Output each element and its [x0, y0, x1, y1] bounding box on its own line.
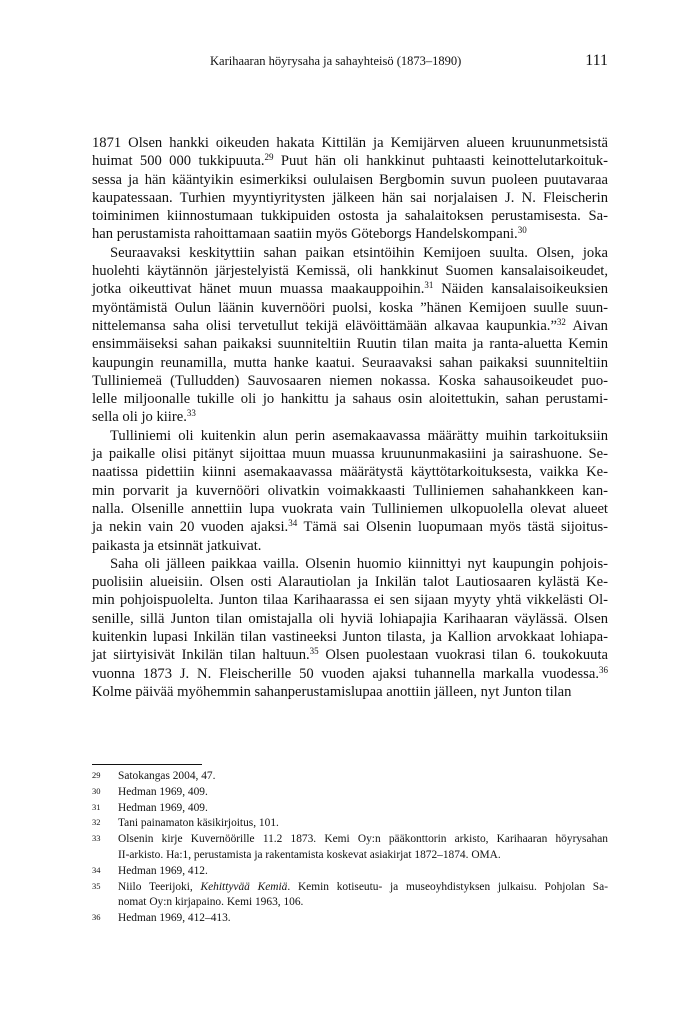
text-line: 1871 Olsen hankki oikeuden hakata Kittilän ja Kemijärven alueen kruununmetsistä [92, 135, 608, 151]
text-line: kuitenkin lupasi Inkilän tilan vastineeksi Junton tilasta, ja Kallion arvokkaat lohiapa- [92, 629, 608, 646]
text-line: naatissa pidettiin kiinni asemakaavassa määrätystä käyttötarkoituksesta, vaikka Ke- [92, 464, 608, 481]
text-line [92, 317, 608, 335]
footnote-number: 33 [92, 833, 101, 844]
footnote-text [118, 785, 608, 801]
text-line: puolisiin alueisiin. Olsen osti Alarautiolan ja Inkilän talot Lautiosaaren kylästä Ke- [92, 574, 608, 591]
footnote-ref: 35 [309, 646, 319, 657]
text-segment: jat siirtyisivät Inkilän tilan haltuun. [92, 647, 310, 664]
text-segment: han perustamista rahoittamaan saatiin myös Göteborgs Handelskompani. [92, 226, 518, 243]
text-line: ja paikalle olisi pitänyt sijoittaa muun muassa kruununmakasiini ja sairashuone. Se- [92, 446, 608, 463]
text-segment: vuonna 1873 J. N. Fleischerille 50 vuoden ajaksi tuhannella markalla vuodessa. [92, 665, 599, 682]
text-segment: Aivan [565, 317, 608, 334]
page-number: 111 [585, 52, 608, 69]
text-line: paikasta ja etsinnät jatkuivat. [92, 537, 262, 554]
footnote-text [118, 864, 608, 880]
running-head [92, 52, 608, 72]
text-line: nalla. Olsenille annettiin lupa vuokrata vain Tulliniemen ulkopuolella olevat alueet [92, 500, 608, 517]
footnote-line: Olsenin kirje Kuvernöörille 11.2 1873. Kemi Oy:n pääkonttorin arkisto, Karihaaran höyrysahan [118, 833, 608, 846]
text-line: myöntämistä Oulun läänin kuvernööri puolsi, koska ”hänen Kemijoen suulle suun- [92, 299, 608, 316]
text-segment: . Kemin kotiseutu- ja museoyhdistyksen julkaisu. Pohjolan Sa- [287, 880, 608, 893]
footnotes [92, 769, 608, 927]
footnote-ref: 33 [186, 408, 196, 419]
text-segment: sella oli jo kiire. [92, 409, 187, 426]
footnote-text [118, 816, 608, 832]
footnote-number: 32 [92, 817, 101, 828]
text-line: Seuraavaksi keskityttiin sahan paikan etsintöihin Kemijoen suulta. Olsen, joka [110, 244, 608, 261]
footnote [92, 911, 608, 927]
text-line: ensimmäiseksi sahan paikaksi suunniteltiin Ruutin tilan maita ja ranta-aluetta Kemin [92, 336, 608, 353]
footnote-text [118, 801, 608, 817]
footnote-ref: 32 [556, 316, 566, 327]
footnote-ref: 30 [517, 225, 527, 236]
footnote-number: 30 [92, 785, 101, 796]
footnote-line: II-arkisto. Ha:1, perustamista ja rakentamista koskevat asiakirjat 1872–1874. OMA. [118, 848, 501, 861]
text-line: min porvarit ja kuvernööri olivatkin voimakkaasti Tulliniemen sahahankkeen kan- [92, 482, 608, 499]
footnote-number: 34 [92, 864, 101, 875]
footnote-text [118, 832, 608, 864]
text-segment: Niilo Teerijoki, [118, 880, 201, 893]
footnote [92, 801, 608, 817]
text-line: Kolme päivää myöhemmin sahanperustamislupaa anottiin jälleen, nyt Junton tilan [92, 683, 572, 700]
footnote-line: Hedman 1969, 412. [118, 864, 208, 877]
footnote [92, 880, 608, 912]
footnote-line: Hedman 1969, 409. [118, 801, 208, 814]
text-line: senille, sillä Junton tilan omistajalla oli hyviä lohiapajia Karihaaran väylässä. Olsen [92, 610, 608, 627]
text-segment: nittelemansa saha olisi tervetullut tekijä elävöittämään alkavaa kaupunkia.” [92, 317, 557, 334]
text-line [92, 280, 608, 298]
paragraph [92, 244, 608, 427]
footnote-number: 35 [92, 880, 101, 891]
text-line: Tulliniemi oli kuitenkin alun perin asemakaavassa määrätty muihin tarkoituksiin [110, 427, 608, 444]
text-line: kaupungin reunamilla, mutta hanke kaatui. Seuraavaksi sahan paikaksi suunniteltiin [92, 354, 608, 371]
footnote-text [118, 880, 608, 912]
footnote [92, 785, 608, 801]
footnote [92, 832, 608, 864]
text-line: sessa ja hän kääntyikin esimerkiksi oululaisen Bergbomin suvun puoleen puutavaraa [92, 171, 608, 188]
text-segment: Olsen puolestaan vuokrasi tilan 6. toukokuuta [318, 647, 608, 664]
footnote-ref: 31 [424, 280, 434, 291]
text-segment: jotka oikeuttivat hänet muun muassa maakauppoihin. [92, 281, 425, 298]
paragraph [92, 427, 608, 555]
footnote-line: Tani painamaton käsikirjoitus, 101. [118, 817, 279, 830]
text-line: huolehti käytännön järjestelyistä Kemissä, oli hankkinut Suomen kansalaisoikeudet, [92, 263, 608, 280]
footnote-number: 36 [92, 912, 101, 923]
book-title: Kehittyvää Kemiä [200, 880, 288, 893]
footnote [92, 816, 608, 832]
footnote-line: Satokangas 2004, 47. [118, 770, 216, 782]
footnote [92, 769, 608, 785]
text-line: Saha oli jälleen paikkaa vailla. Olsenin huomio kiinnittyi nyt kaupungin pohjois- [110, 555, 608, 572]
text-line: toiminimen kiinnostumaan tukkipuiden ostosta ja sahalaitoksen perustamisesta. Sa- [92, 208, 608, 225]
running-title: Karihaaran höyrysaha ja sahayhteisö (1873–1890) [210, 54, 462, 68]
text-line: min pohjoispuolelta. Junton tilaa Karihaarassa ei sen sijaan myyty yhtä vikkelästi Ol- [92, 592, 608, 609]
paragraph [92, 134, 608, 244]
footnote-text [118, 911, 608, 927]
text-segment: huimat 500 000 tukkipuuta. [92, 153, 265, 170]
footnote-line: Hedman 1969, 412–413. [118, 912, 231, 925]
text-line [92, 665, 608, 683]
footnote-line: nomat Oy:n kirjapaino. Kemi 1963, 106. [118, 896, 304, 909]
text-line [92, 152, 608, 170]
footnote-ref: 29 [264, 152, 274, 163]
text-line [92, 646, 608, 664]
text-segment: Näiden kansalaisoikeuksien [433, 281, 608, 298]
footnote-ref: 36 [599, 664, 608, 675]
text-line: kaupatessaan. Turhien myyntiyritysten jälkeen hän sai norjalaisen J. N. Fleischerin [92, 189, 608, 206]
footnote-number: 29 [92, 770, 101, 780]
text-line [92, 408, 608, 426]
text-segment: ja nekin vain 20 vuoden ajaksi. [92, 519, 289, 536]
text-line [92, 225, 608, 243]
text-line: lelle miljoonalle tukille oli jo hankittu ja sahaus osin aloitettukin, sahan perustami- [92, 391, 608, 408]
footnote-text [118, 769, 608, 785]
text-segment: Tämä sai Olsenin luopumaan myös tästä sijoitus- [297, 519, 608, 536]
footnote-rule [92, 764, 202, 765]
text-line: Tulliniemeä (Tulludden) Sauvosaaren niemen nokassa. Koska sahausoikeudet puo- [92, 372, 608, 389]
footnote-ref: 34 [288, 518, 298, 529]
text-segment: Puut hän oli hankkinut puhtaasti keinottelutarkoituk- [273, 153, 608, 170]
footnote [92, 864, 608, 880]
footnote-line: Hedman 1969, 409. [118, 785, 208, 798]
paragraph [92, 555, 608, 701]
body-text [92, 134, 608, 701]
footnote-number: 31 [92, 801, 101, 812]
footnote-line [118, 880, 608, 896]
text-line [92, 518, 608, 536]
